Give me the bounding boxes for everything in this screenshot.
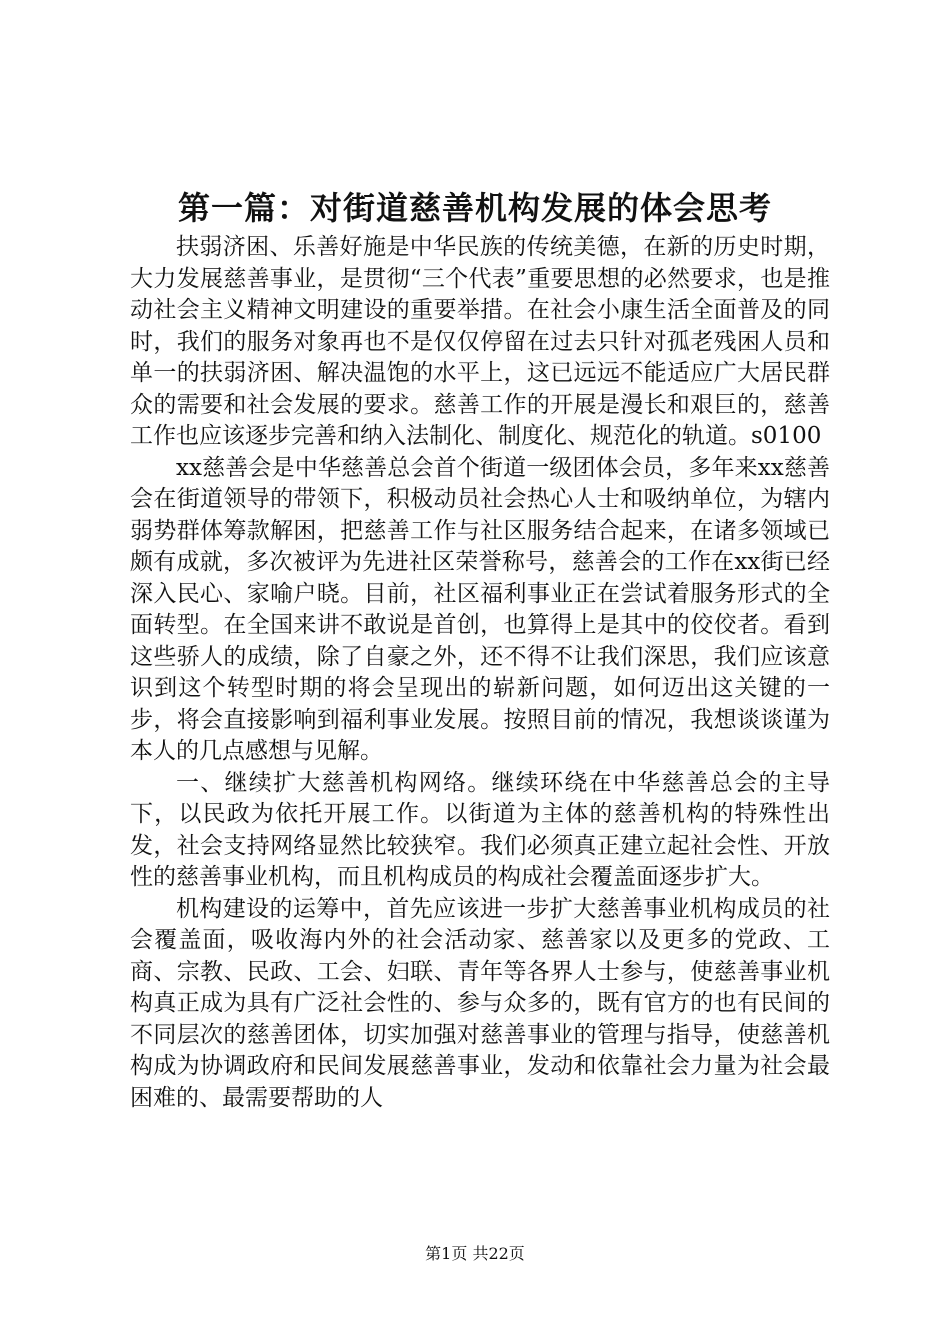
paragraph: 一、继续扩大慈善机构网络。继续环绕在中华慈善总会的主导下，以民政为依托开展工作。以街道为主体的慈善机构的特殊性出发，社会支持网络显然比较狭窄。我们必须真正建立起社会性、开放性的慈善事业机构，而且机构成员的构成社会覆盖面逐步扩大。 [130, 769, 830, 890]
paragraph: xx慈善会是中华慈善总会首个街道一级团体会员，多年来xx慈善会在街道领导的带领下，积极动员社会热心人士和吸纳单位，为辖内弱势群体筹款解困，把慈善工作与社区服务结合起来，在诸多领域已颇有成就，多次被评为先进社区荣誉称号，慈善会的工作在xx街已经深入民心、家喻户晓。目前，社区福利事业正在尝试着服务形式的全面转型。在全国来讲不敢说是首创，也算得上是其中的佼佼者。看到这些骄人的成绩，除了自豪之外，还不得不让我们深思，我们应该意识到这个转型时期的将会呈现出的崭新问题，如何迈出这关键的一步，将会直接影响到福利事业发展。按照目前的情况，我想谈谈谨为本人的几点感想与见解。 [130, 454, 830, 764]
paragraph: 机构建设的运筹中，首先应该进一步扩大慈善事业机构成员的社会覆盖面，吸收海内外的社会活动家、慈善家以及更多的党政、工商、宗教、民政、工会、妇联、青年等各界人士参与，使慈善事业机构真正成为具有广泛社会性的、参与众多的，既有官方的也有民间的不同层次的慈善团体，切实加强对慈善事业的管理与指导，使慈善机构成为协调政府和民间发展慈善事业，发动和依靠社会力量为社会最困难的、最需要帮助的人 [130, 895, 830, 1111]
document-body [130, 232, 830, 1114]
page-footer: 第1页 共22页 [425, 1244, 525, 1263]
paragraph: 扶弱济困、乐善好施是中华民族的传统美德，在新的历史时期，大力发展慈善事业，是贯彻“三个代表”重要思想的必然要求，也是推动社会主义精神文明建设的重要举措。在社会小康生活全面普及的同时，我们的服务对象再也不是仅仅停留在过去只针对孤老残困人员和单一的扶弱济困、解决温饱的水平上，这已远远不能适应广大居民群众的需要和社会发展的要求。慈善工作的开展是漫长和艰巨的，慈善工作也应该逐步完善和纳入法制化、制度化、规范化的轨道。s0100 [130, 234, 830, 449]
document-title: 第一篇：对街道慈善机构发展的体会思考 [177, 189, 772, 227]
